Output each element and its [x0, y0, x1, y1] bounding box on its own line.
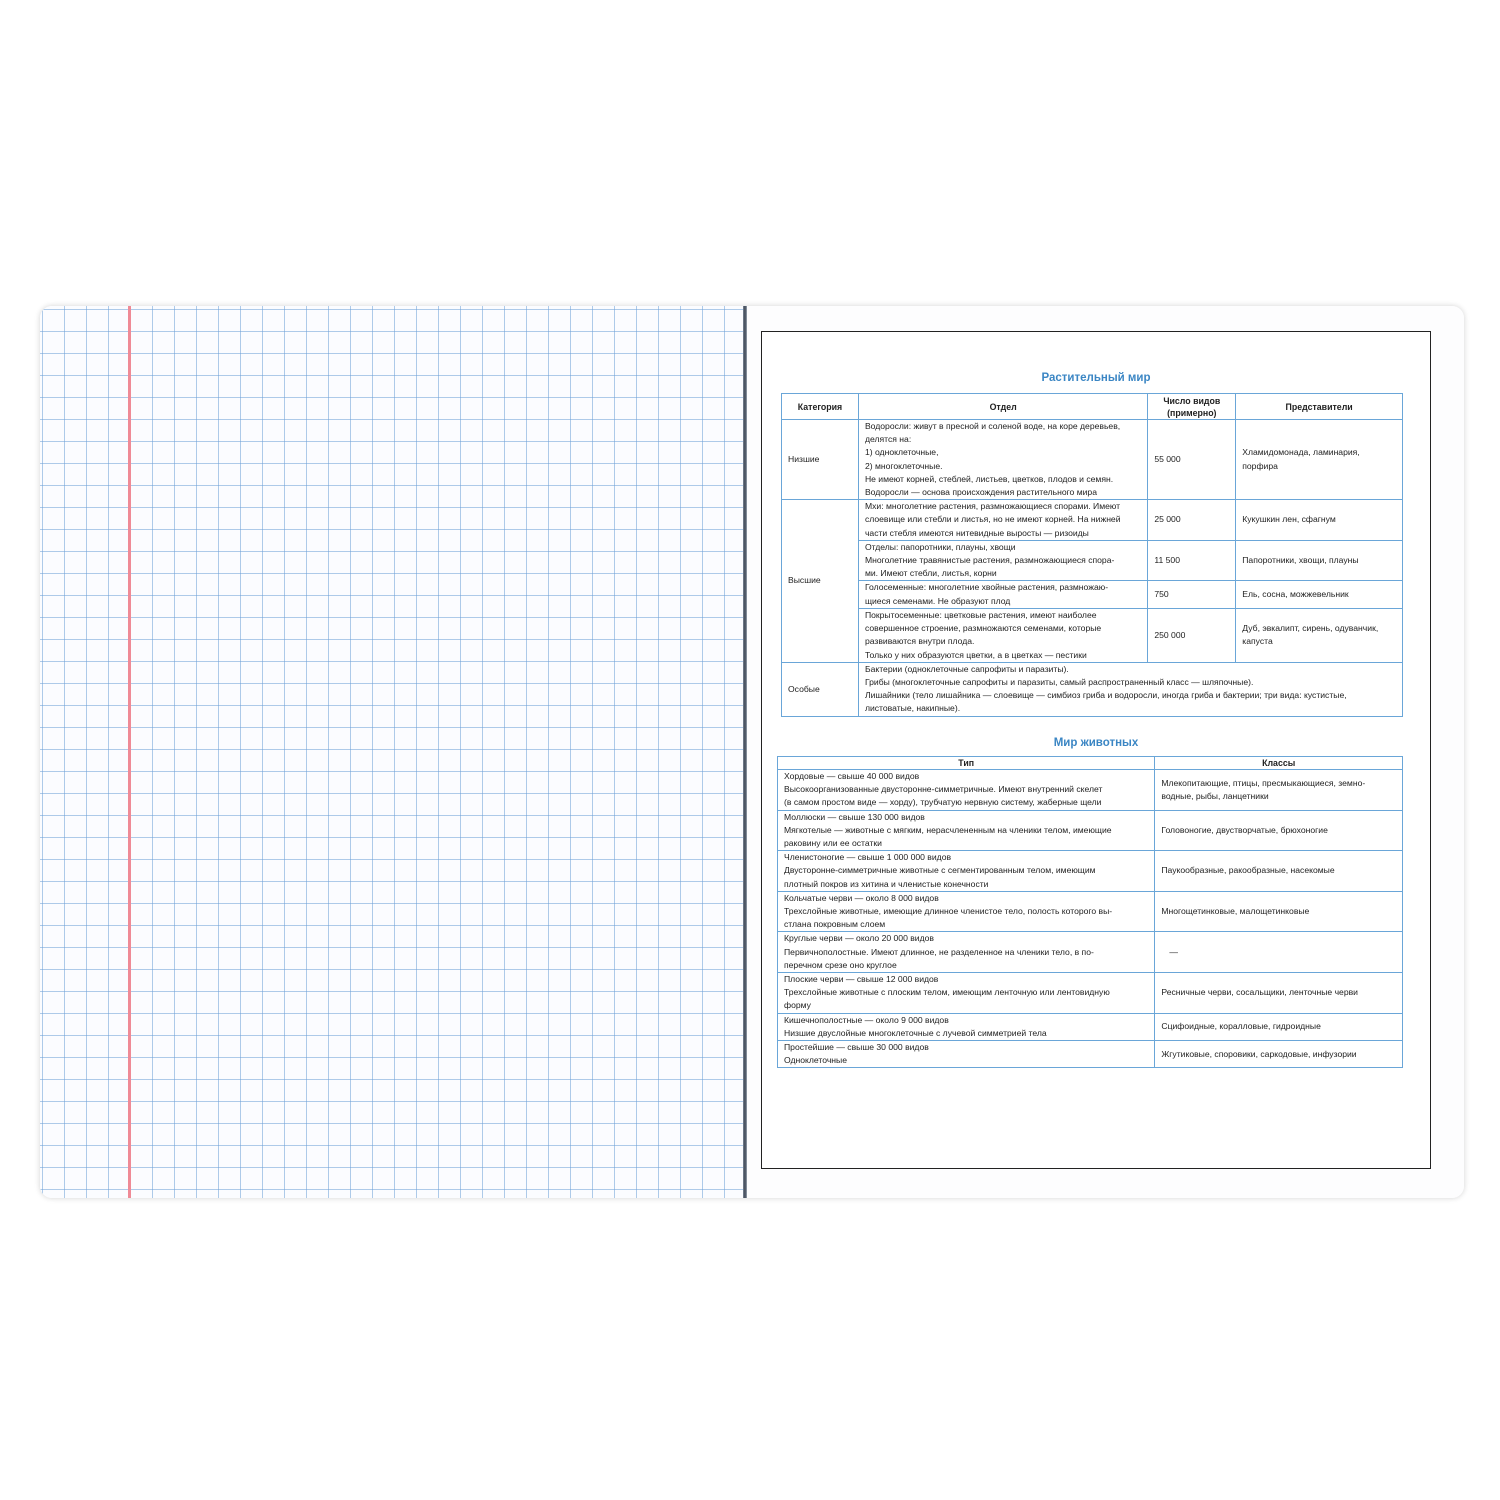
department-cell: Голосеменные: многолетние хвойные растения, размножаю- щиеся семенами. Не образуют плод [858, 581, 1147, 608]
header-category: Категория [782, 394, 859, 420]
animal-type-cell: Моллюски — свыше 130 000 видов Мягкотелые — животные с мягким, нерасчлененным на членики телом, имеющие раковину или ее остатки [778, 810, 1155, 851]
representatives-cell: Дуб, эвкалипт, сирень, одуванчик, капуста [1236, 608, 1403, 662]
table-row [778, 851, 1403, 892]
grid-page-left [40, 306, 745, 1198]
table-row [778, 1041, 1403, 1068]
table-row [782, 540, 1403, 581]
table-row [778, 891, 1403, 932]
representatives-cell: Хламидомонада, ламинария, порфира [1236, 420, 1403, 500]
animal-kingdom-title: Мир животных [1053, 737, 1139, 749]
animal-classes-cell: Сцифоидные, коралловые, гидроидные [1155, 1013, 1403, 1040]
table-row [782, 662, 1403, 716]
animal-type-cell: Кишечнополостные — около 9 000 видов Низшие двуслойные многоклеточные с лучевой симметрией тела [778, 1013, 1155, 1040]
table-row [782, 581, 1403, 608]
plant-table-header [782, 394, 1403, 420]
category-cell: Особые [782, 662, 859, 716]
header-representatives: Представители [1236, 394, 1403, 420]
animal-kingdom-table [777, 756, 1403, 1068]
animal-classes-cell: Жгутиковые, споровики, саркодовые, инфузории [1155, 1041, 1403, 1068]
animal-type-cell: Круглые черви — около 20 000 видов Первичнополостные. Имеют длинное, не разделенное на членики тело, в по- перечном срезе оно круглое [778, 932, 1155, 973]
table-row [778, 770, 1403, 811]
plant-kingdom-title: Растительный мир [1041, 372, 1151, 384]
red-margin-line [128, 306, 131, 1198]
representatives-cell: Папоротники, хвощи, плауны [1236, 540, 1403, 581]
animal-classes-cell: Головоногие, двустворчатые, брюхоногие [1155, 810, 1403, 851]
species-count-cell: 11 500 [1148, 540, 1236, 581]
animal-classes-cell: Многощетинковые, малощетинковые [1155, 891, 1403, 932]
department-cell: Покрытосеменные: цветковые растения, имеют наиболее совершенное строение, размножаются семенами, которые развиваются внутри плода. Только у них образуются цветки, а в цветках — пестики [858, 608, 1147, 662]
table-row [778, 973, 1403, 1014]
reference-sheet [761, 331, 1431, 1169]
animal-type-cell: Кольчатые черви — около 8 000 видов Трехслойные животные, имеющие длинное членистое тело, полость которого вы- стлана покровным слоем [778, 891, 1155, 932]
header-type: Тип [778, 757, 1155, 770]
species-count-cell: 55 000 [1148, 420, 1236, 500]
animal-type-cell: Членистоногие — свыше 1 000 000 видов Двусторонне-симметричные животные с сегментированным телом, имеющим плотный покров из хитина и членистые конечности [778, 851, 1155, 892]
animal-type-cell: Хордовые — свыше 40 000 видов Высокоорганизованные двусторонне-симметричные. Имеют внутренний скелет (в самом простом виде — хорду), трубчатую нервную систему, жаберные щели [778, 770, 1155, 811]
special-organisms-cell: Бактерии (одноклеточные сапрофиты и паразиты). Грибы (многоклеточные сапрофиты и паразиты, самый распространенный класс — шляпочные). Лишайники (тело лишайника — слоевище — симбиоз гриба и водоросли, иногда гриба и бактерии; три вида: кустистые, листоватые, накипные). [858, 662, 1402, 716]
animal-type-cell: Простейшие — свыше 30 000 видов Одноклеточные [778, 1041, 1155, 1068]
header-species-count: Число видов (примерно) [1148, 394, 1236, 420]
header-classes: Классы [1155, 757, 1403, 770]
notebook-spread [40, 306, 1464, 1198]
representatives-cell: Ель, сосна, можжевельник [1236, 581, 1403, 608]
department-cell: Отделы: папоротники, плауны, хвощи Многолетние травянистые растения, размножающиеся спора- ми. Имеют стебли, листья, корни [858, 540, 1147, 581]
plant-kingdom-table [781, 393, 1403, 717]
table-row [778, 810, 1403, 851]
species-count-cell: 25 000 [1148, 500, 1236, 541]
representatives-cell: Кукушкин лен, сфагнум [1236, 500, 1403, 541]
animal-classes-cell: Ресничные черви, сосальщики, ленточные черви [1155, 973, 1403, 1014]
category-cell: Высшие [782, 500, 859, 663]
department-cell: Мхи: многолетние растения, размножающиеся спорами. Имеют слоевище или стебли и листья, но не имеют корней. На нижней части стебля имеются нитевидные выросты — ризоиды [858, 500, 1147, 541]
table-row [778, 932, 1403, 973]
animal-table-header [778, 757, 1403, 770]
animal-classes-cell: Млекопитающие, птицы, пресмыкающиеся, земно- водные, рыбы, ланцетники [1155, 770, 1403, 811]
species-count-cell: 750 [1148, 581, 1236, 608]
species-count-cell: 250 000 [1148, 608, 1236, 662]
table-row [782, 500, 1403, 541]
header-department: Отдел [858, 394, 1147, 420]
department-cell: Водоросли: живут в пресной и соленой воде, на коре деревьев, делятся на: 1) одноклеточные, 2) многоклеточные. Не имеют корней, стеблей, листьев, цветков, плодов и семян. Водоросли — основа происхождения растительного мира [858, 420, 1147, 500]
table-row [778, 1013, 1403, 1040]
reference-page-right [747, 306, 1464, 1198]
animal-type-cell: Плоские черви — свыше 12 000 видов Трехслойные животные с плоским телом, имеющим ленточную или лентовидную форму [778, 973, 1155, 1014]
table-row [782, 608, 1403, 662]
category-cell: Низшие [782, 420, 859, 500]
table-row [782, 420, 1403, 500]
animal-classes-cell: — [1155, 932, 1403, 973]
animal-classes-cell: Паукообразные, ракообразные, насекомые [1155, 851, 1403, 892]
